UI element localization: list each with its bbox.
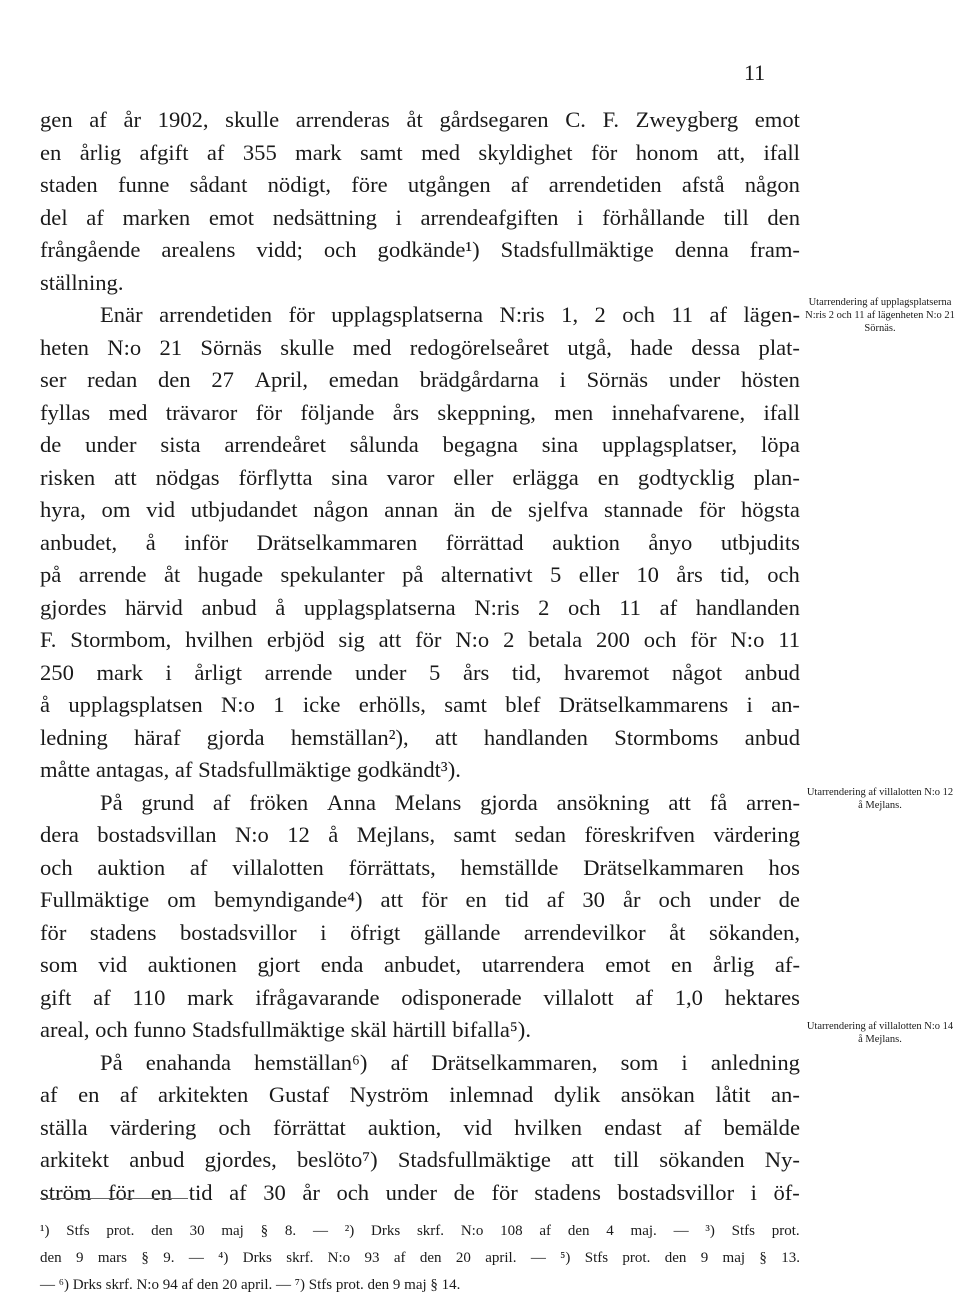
text-line: som vid auktionen gjort enda anbudet, utarrendera emot en årlig af- [40,952,800,977]
footnote-line: ¹) Stfs prot. den 30 maj § 8. — ²) Drks skrf. N:o 108 af den 4 maj. — ³) Stfs prot. [40,1223,800,1239]
text-line: en årlig afgift af 355 mark samt med skyldighet för honom att, ifall [40,139,800,165]
text-line: På enahanda hemställan⁶) af Drätselkammaren, som i anledning [100,1049,800,1075]
body-text [40,104,800,1209]
text-line: Fullmäktige om bemyndigande⁴) att för en tid af 30 år och under de [40,887,800,912]
text-line: gift af 110 mark ifrågavarande odisponerade villalott af 1,0 hektares [40,984,800,1010]
text-line: gjordes härvid anbud å upplagsplatserna N:ris 2 och 11 af handlanden [40,594,800,620]
text-line: anbudet, å inför Drätselkammaren förrättad auktion ånyo utbjudits [40,529,800,555]
text-line: af en af arkitekten Gustaf Nyström inlemnad dylik ansökan låtit an- [40,1082,800,1107]
footnote-line: den 9 mars § 9. — ⁴) Drks skrf. N:o 93 af den 20 april. — ⁵) Stfs prot. den 9 maj § 13. [40,1250,800,1266]
page-number: 11 [744,60,766,85]
text-line: På grund af fröken Anna Melans gjorda ansökning att få arren- [100,789,800,815]
text-line: risken att nödgas förflytta sina varor eller erlägga en godtycklig plan- [40,464,800,490]
text-line: och auktion af villalotten förrättats, hemställde Drätselkammaren hos [40,854,800,880]
text-line: staden funne sådant nödigt, före utgången af arrendetiden afstå någon [40,172,800,197]
text-line: ställning. [40,269,124,295]
text-line: 250 mark i årligt arrende under 5 års tid, hvaremot något anbud [40,659,800,685]
text-line: måtte antagas, af Stadsfullmäktige godkändt³). [40,757,461,782]
margin-note-villa-12: Utarrendering af villalotten N:o 12 å Mejlans. [806,787,954,811]
text-line: frångående arealens vidd; och godkände¹) Stadsfullmäktige denna fram- [40,237,800,262]
text-line: ström för en tid af 30 år och under de för stadens bostadsvillor i öf- [40,1179,800,1205]
text-line: Enär arrendetiden för upplagsplatserna N:ris 1, 2 och 11 af lägen- [100,302,800,327]
text-line: gen af år 1902, skulle arrenderas åt gårdsegaren C. F. Zweygberg emot [40,107,800,132]
text-line: för stadens bostadsvillor i öfrigt gällande arrendevilkor åt sökanden, [40,919,800,945]
text-line: å upplagsplatsen N:o 1 icke erhölls, samt blef Drätselkammarens i an- [40,692,800,717]
footnote-separator [40,1198,188,1199]
text-line: areal, och funno Stadsfullmäktige skäl härtill bifalla⁵). [40,1017,531,1042]
text-line: del af marken emot nedsättning i arrendeafgiften i förhållande till den [40,204,800,230]
text-line: ser redan den 27 April, emedan brädgårdarna i Sörnäs under hösten [40,367,800,392]
text-line: fyllas med trävaror för följande års skeppning, men innehafvarene, ifall [40,399,800,425]
text-line: på arrende åt hugade spekulanter på alternativt 5 eller 10 års tid, och [40,562,800,587]
text-line: dera bostadsvillan N:o 12 å Mejlans, samt sedan föreskrifven värdering [40,822,800,847]
text-line: hyra, om vid utbjudandet någon annan än de sjelfva stannade för högsta [40,497,800,522]
text-line: arkitekt anbud gjordes, beslöto⁷) Stadsfullmäktige att till sökanden Ny- [40,1147,800,1172]
footnote-line: — ⁶) Drks skrf. N:o 94 af den 20 april. — ⁷) Stfs prot. den 9 maj § 14. [40,1277,461,1293]
text-line: ställa värdering och förrättat auktion, vid hvilken endast af bemälde [40,1114,800,1140]
footnotes [40,1218,800,1299]
text-line: ledning häraf gjorda hemställan²), att handlanden Stormboms anbud [40,724,800,750]
margin-note-villa-14: Utarrendering af villalotten N:o 14 å Mejlans. [806,1021,954,1045]
text-line: heten N:o 21 Sörnäs skulle med redogörelseåret utgå, hade dessa plat- [40,334,800,360]
text-line: de under sista arrendeåret sålunda begagna sina upplagsplatser, löpa [40,432,800,457]
text-line: F. Stormbom, hvilhen erbjöd sig att för N:o 2 betala 200 och för N:o 11 [40,627,800,652]
margin-note-upplagsplatser: Utarrendering af upplagsplatserna N:ris 2 och 11 af lägenheten N:o 21 Sörnäs. [805,297,955,334]
